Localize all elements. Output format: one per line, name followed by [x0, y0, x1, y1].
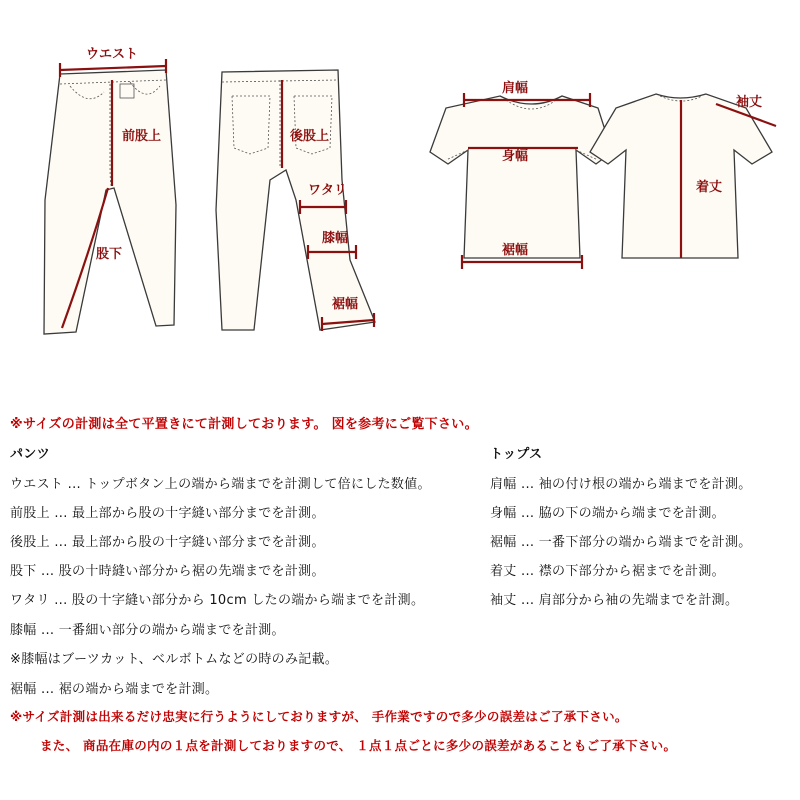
label-sleeve: 袖丈	[736, 95, 763, 110]
label-front-rise: 前股上	[122, 129, 162, 144]
pants-line-thigh: ワタリ ... 股の十字縫い部分から 10cm したの端から端までを計測。	[10, 593, 425, 608]
pants-line-back-rise: 後股上 ... 最上部から股の十字縫い部分までを計測。	[10, 535, 325, 550]
label-waist: ウエスト	[86, 47, 139, 62]
label-top-hem: 裾幅	[502, 243, 529, 258]
label-chest: 身幅	[502, 149, 529, 164]
measurement-notice: ※サイズの計測は全て平置きにて計測しております。 図を参考にご覧下さい。	[10, 417, 478, 432]
label-shoulder: 肩幅	[502, 81, 529, 96]
tops-heading: トップス	[490, 447, 543, 462]
footer-note-1: ※サイズ計測は出来るだけ忠実に行うようにしておりますが、 手作業ですので多少の誤差はご了承下さい。	[10, 709, 628, 724]
pants-line-inseam: 股下 ... 股の十時縫い部分から裾の先端までを計測。	[10, 564, 325, 579]
label-length: 着丈	[696, 180, 723, 195]
front-pants	[44, 70, 176, 334]
pants-line-front-rise: 前股上 ... 最上部から股の十字縫い部分までを計測。	[10, 506, 325, 521]
label-back-rise: 後股上	[290, 129, 330, 144]
label-thigh: ワタリ	[308, 183, 347, 198]
label-pants-hem: 裾幅	[332, 297, 359, 312]
size-diagram	[0, 0, 800, 380]
pants-line-knee-note: ※膝幅はブーツカット、ベルボトムなどの時のみ記載。	[10, 652, 339, 667]
pants-heading: パンツ	[10, 447, 50, 462]
tops-line-shoulder: 肩幅 ... 袖の付け根の端から端までを計測。	[490, 477, 752, 492]
label-knee: 膝幅	[322, 231, 349, 246]
pants-line-waist: ウエスト ... トップボタン上の端から端までを計測して倍にした数値。	[10, 477, 431, 492]
pants-line-knee: 膝幅 ... 一番細い部分の端から端までを計測。	[10, 623, 285, 638]
tops-line-sleeve: 袖丈 ... 肩部分から袖の先端までを計測。	[490, 593, 739, 608]
tops-line-length: 着丈 ... 襟の下部分から裾までを計測。	[490, 564, 725, 579]
pants-line-hem: 裾幅 ... 裾の端から端までを計測。	[10, 682, 219, 697]
back-pants	[216, 70, 375, 330]
label-inseam: 股下	[96, 247, 123, 262]
footer-note-2: また、 商品在庫の内の１点を計測しておりますので、 １点１点ごとに多少の誤差があることもご了承下さい。	[40, 738, 677, 753]
tshirt-front	[430, 96, 612, 258]
tops-line-chest: 身幅 ... 脇の下の端から端までを計測。	[490, 506, 725, 521]
tops-line-hem: 裾幅 ... 一番下部分の端から端までを計測。	[490, 535, 752, 550]
